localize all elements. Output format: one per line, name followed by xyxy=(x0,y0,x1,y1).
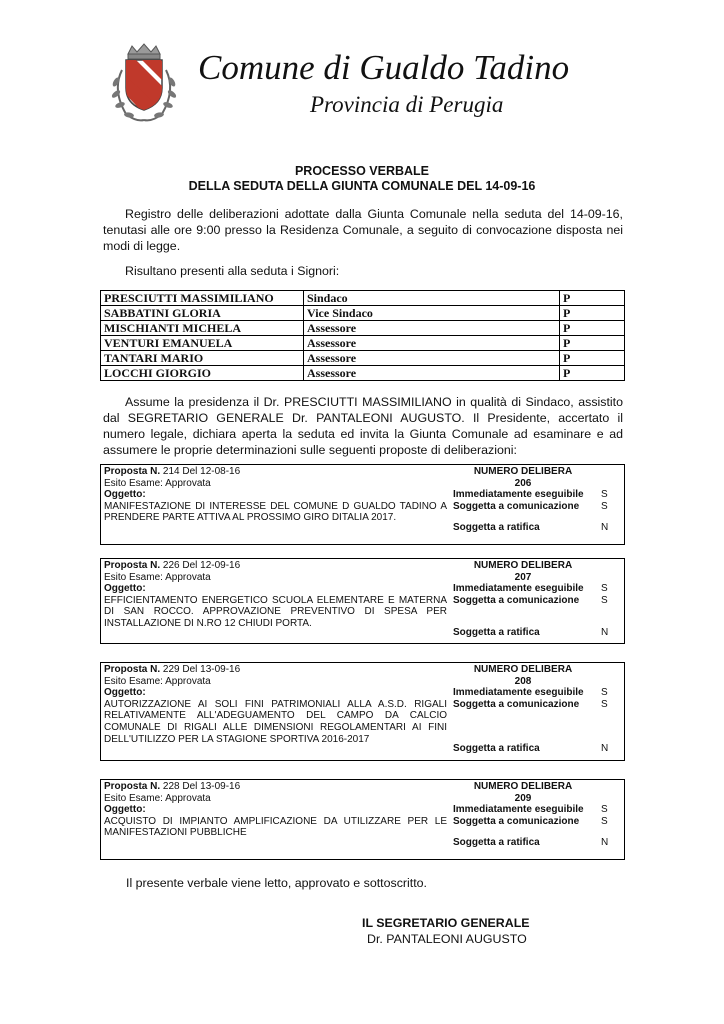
comunicazione-value: S xyxy=(601,698,608,710)
present-intro: Risultano presenti alla seduta i Signori: xyxy=(125,264,340,278)
member-role: Assessore xyxy=(304,366,560,381)
table-row xyxy=(101,321,625,336)
member-role: Assessore xyxy=(304,336,560,351)
member-role: Assessore xyxy=(304,321,560,336)
municipality-title: Comune di Gualdo Tadino xyxy=(198,48,570,87)
proposta-label: Proposta N. xyxy=(104,560,161,571)
proposal-box-214 xyxy=(100,464,625,545)
table-row xyxy=(101,351,625,366)
comunicazione-value: S xyxy=(601,594,608,606)
member-status: P xyxy=(560,336,625,351)
ratifica-label: Soggetta a ratifica xyxy=(453,627,540,639)
member-name: SABBATINI GLORIA xyxy=(101,306,304,321)
proposta-ref: 229 Del 13-09-16 xyxy=(162,664,241,675)
member-status: P xyxy=(560,321,625,336)
members-table xyxy=(100,290,625,381)
presidency-paragraph: Assume la presidenza il Dr. PRESCIUTTI MASSIMILIANO in qualità di Sindaco, assistito dal SEGRETARIO GENERALE Dr. PANTALEONI AUGUSTO. Il Presidente, accertato il numero legale, dichiara aperta la seduta ed invita la Giunta Comunale ad esaminare e ad assumere le proprie determinazioni sulle seguenti proposte di deliberazioni: xyxy=(103,395,623,457)
immediata-label: Immediatamente eseguibile xyxy=(453,489,584,501)
immediata-label: Immediatamente eseguibile xyxy=(453,583,584,595)
member-role: Vice Sindaco xyxy=(304,306,560,321)
numero-delibera-value: 209 xyxy=(514,792,532,804)
proposal-box-226 xyxy=(100,558,625,644)
oggetto-label: Oggetto: xyxy=(104,583,146,595)
member-status: P xyxy=(560,351,625,366)
esito-text: Esito Esame: Approvata xyxy=(104,792,211,804)
oggetto-text: MANIFESTAZIONE DI INTERESSE DEL COMUNE D GUALDO TADINO A PRENDERE PARTE ATTIVA AL PROSSIMO GIRO DITALIA 2017. xyxy=(104,500,447,524)
numero-delibera-label: NUMERO DELIBERA xyxy=(473,664,573,675)
proposta-ref: 228 Del 13-09-16 xyxy=(162,781,241,792)
oggetto-text: EFFICIENTAMENTO ENERGETICO SCUOLA ELEMENTARE E MATERNA DI SAN ROCCO. APPROVAZIONE PREVENTIVO DI SPESA PER INSTALLAZIONE DI N.RO 12 CHIUDI PORTA. xyxy=(104,594,447,629)
coat-of-arms xyxy=(104,40,184,130)
ratifica-value: N xyxy=(601,743,609,755)
immediata-label: Immediatamente eseguibile xyxy=(453,687,584,699)
immediata-label: Immediatamente eseguibile xyxy=(453,804,584,816)
ratifica-label: Soggetta a ratifica xyxy=(453,743,540,755)
oggetto-label: Oggetto: xyxy=(104,804,146,816)
ratifica-value: N xyxy=(601,522,609,534)
proposta-label: Proposta N. xyxy=(104,664,161,675)
member-name: TANTARI MARIO xyxy=(101,351,304,366)
numero-delibera-value: 206 xyxy=(514,477,532,489)
oggetto-label: Oggetto: xyxy=(104,489,146,501)
proposal-box-228 xyxy=(100,779,625,860)
document-heading-line1: PROCESSO VERBALE xyxy=(294,164,430,178)
numero-delibera-value: 208 xyxy=(514,675,532,687)
proposta-ref: 226 Del 12-09-16 xyxy=(162,560,241,571)
member-name: MISCHIANTI MICHELA xyxy=(101,321,304,336)
comunicazione-value: S xyxy=(601,500,608,512)
member-status: P xyxy=(560,366,625,381)
esito-text: Esito Esame: Approvata xyxy=(104,571,211,583)
numero-delibera-label: NUMERO DELIBERA xyxy=(473,560,573,571)
member-status: P xyxy=(560,306,625,321)
proposta-label: Proposta N. xyxy=(104,466,161,477)
ratifica-value: N xyxy=(601,627,609,639)
numero-delibera-label: NUMERO DELIBERA xyxy=(473,781,573,792)
proposal-box-229 xyxy=(100,662,625,761)
numero-delibera-value: 207 xyxy=(514,571,532,583)
member-status: P xyxy=(560,291,625,306)
ratifica-label: Soggetta a ratifica xyxy=(453,837,540,849)
oggetto-label: Oggetto: xyxy=(104,687,146,699)
member-role: Assessore xyxy=(304,351,560,366)
proposta-label: Proposta N. xyxy=(104,781,161,792)
comunicazione-value: S xyxy=(601,815,608,827)
comunicazione-label: Soggetta a comunicazione xyxy=(453,698,580,710)
ratifica-label: Soggetta a ratifica xyxy=(453,522,540,534)
intro-paragraph: Registro delle deliberazioni adottate dalla Giunta Comunale nella seduta del 14-09-16, tenutasi alle ore 9:00 presso la Residenza Comunale, a seguito di convocazione disposta nei modi di legge. xyxy=(103,207,623,253)
immediata-value: S xyxy=(601,583,608,595)
esito-text: Esito Esame: Approvata xyxy=(104,477,211,489)
member-name: LOCCHI GIORGIO xyxy=(101,366,304,381)
member-role: Sindaco xyxy=(304,291,560,306)
closing-statement: Il presente verbale viene letto, approvato e sottoscritto. xyxy=(126,876,427,890)
province-subtitle: Provincia di Perugia xyxy=(310,92,504,117)
signature-name: Dr. PANTALEONI AUGUSTO xyxy=(367,932,527,946)
oggetto-text: ACQUISTO DI IMPIANTO AMPLIFICAZIONE DA UTILIZZARE PER LE MANIFESTAZIONI PUBBLICHE xyxy=(104,815,447,839)
document-heading-line2: DELLA SEDUTA DELLA GIUNTA COMUNALE DEL 14-09-16 xyxy=(188,179,536,193)
comunicazione-label: Soggetta a comunicazione xyxy=(453,594,580,606)
comunicazione-label: Soggetta a comunicazione xyxy=(453,815,580,827)
numero-delibera-label: NUMERO DELIBERA xyxy=(473,466,573,477)
table-row xyxy=(101,336,625,351)
immediata-value: S xyxy=(601,804,608,816)
table-row xyxy=(101,306,625,321)
proposta-ref: 214 Del 12-08-16 xyxy=(162,466,241,477)
comunicazione-label: Soggetta a comunicazione xyxy=(453,500,580,512)
table-row xyxy=(101,291,625,306)
ratifica-value: N xyxy=(601,837,609,849)
signature-title: IL SEGRETARIO GENERALE xyxy=(362,916,530,930)
member-name: PRESCIUTTI MASSIMILIANO xyxy=(101,291,304,306)
table-row xyxy=(101,366,625,381)
immediata-value: S xyxy=(601,687,608,699)
oggetto-text: AUTORIZZAZIONE AI SOLI FINI PATRIMONIALI ALLA A.S.D. RIGALI RELATIVAMENTE ALL'ADEGUAMENTO DEL CAMPO DA CALCIO COMUNALE DI RIGALI ALLE DIMENSIONI REGOLAMENTARI AI FINI DELL'UTILIZZO PER LA STAGIONE SPORTIVA 2016-2017 xyxy=(104,698,447,745)
esito-text: Esito Esame: Approvata xyxy=(104,675,211,687)
immediata-value: S xyxy=(601,489,608,501)
member-name: VENTURI EMANUELA xyxy=(101,336,304,351)
